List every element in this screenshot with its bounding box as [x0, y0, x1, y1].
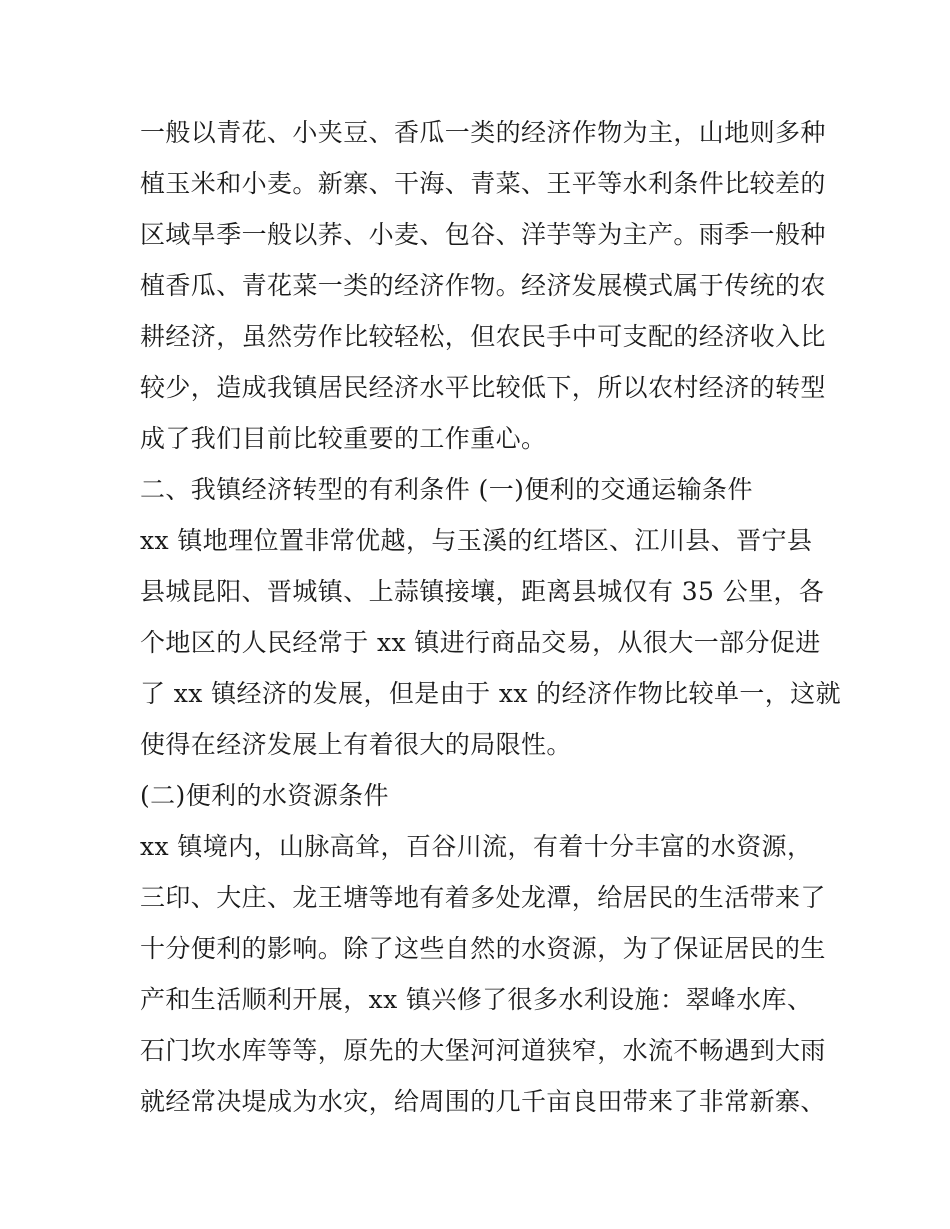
text-line: xx 镇境内，山脉高耸，百谷川流，有着十分丰富的水资源， [140, 832, 813, 861]
text-line: 个地区的人民经常于 xx 镇进行商品交易，从很大一部分促进 [140, 628, 821, 657]
text-line: 十分便利的影响。除了这些自然的水资源，为了保证居民的生 [140, 934, 826, 963]
text-line: 县城昆阳、晋城镇、上蒜镇接壤，距离县城仅有 35 公里，各 [140, 577, 825, 606]
text-line: 区域旱季一般以荞、小麦、包谷、洋芋等为主产。雨季一般种 [140, 220, 826, 249]
text-line: 较少，造成我镇居民经济水平比较低下，所以农村经济的转型 [140, 373, 826, 402]
text-line: 三印、大庄、龙王塘等地有着多处龙潭，给居民的生活带来了 [140, 883, 826, 912]
text-line: 成了我们目前比较重要的工作重心。 [140, 424, 547, 453]
text-line: 产和生活顺利开展，xx 镇兴修了很多水利设施：翠峰水库、 [140, 985, 813, 1014]
subsection-heading: (二)便利的水资源条件 [140, 781, 389, 810]
text-line: 植香瓜、青花菜一类的经济作物。经济发展模式属于传统的农 [140, 271, 826, 300]
section-heading: 二、我镇经济转型的有利条件 (一)便利的交通运输条件 [140, 475, 753, 504]
text-line: 了 xx 镇经济的发展，但是由于 xx 的经济作物比较单一，这就 [140, 679, 841, 708]
text-line: 植玉米和小麦。新寨、干海、青菜、王平等水利条件比较差的 [140, 169, 826, 198]
text-line: xx 镇地理位置非常优越，与玉溪的红塔区、江川县、晋宁县 [140, 526, 813, 555]
document-body [140, 107, 841, 1127]
text-line: 耕经济，虽然劳作比较轻松，但农民手中可支配的经济收入比 [140, 322, 826, 351]
text-line: 就经常决堤成为水灾，给周围的几千亩良田带来了非常新寨、 [140, 1087, 826, 1116]
text-line: 一般以青花、小夹豆、香瓜一类的经济作物为主，山地则多种 [140, 118, 826, 147]
text-line: 使得在经济发展上有着很大的局限性。 [140, 730, 572, 759]
text-line: 石门坎水库等等，原先的大堡河河道狭窄，水流不畅遇到大雨 [140, 1036, 826, 1065]
